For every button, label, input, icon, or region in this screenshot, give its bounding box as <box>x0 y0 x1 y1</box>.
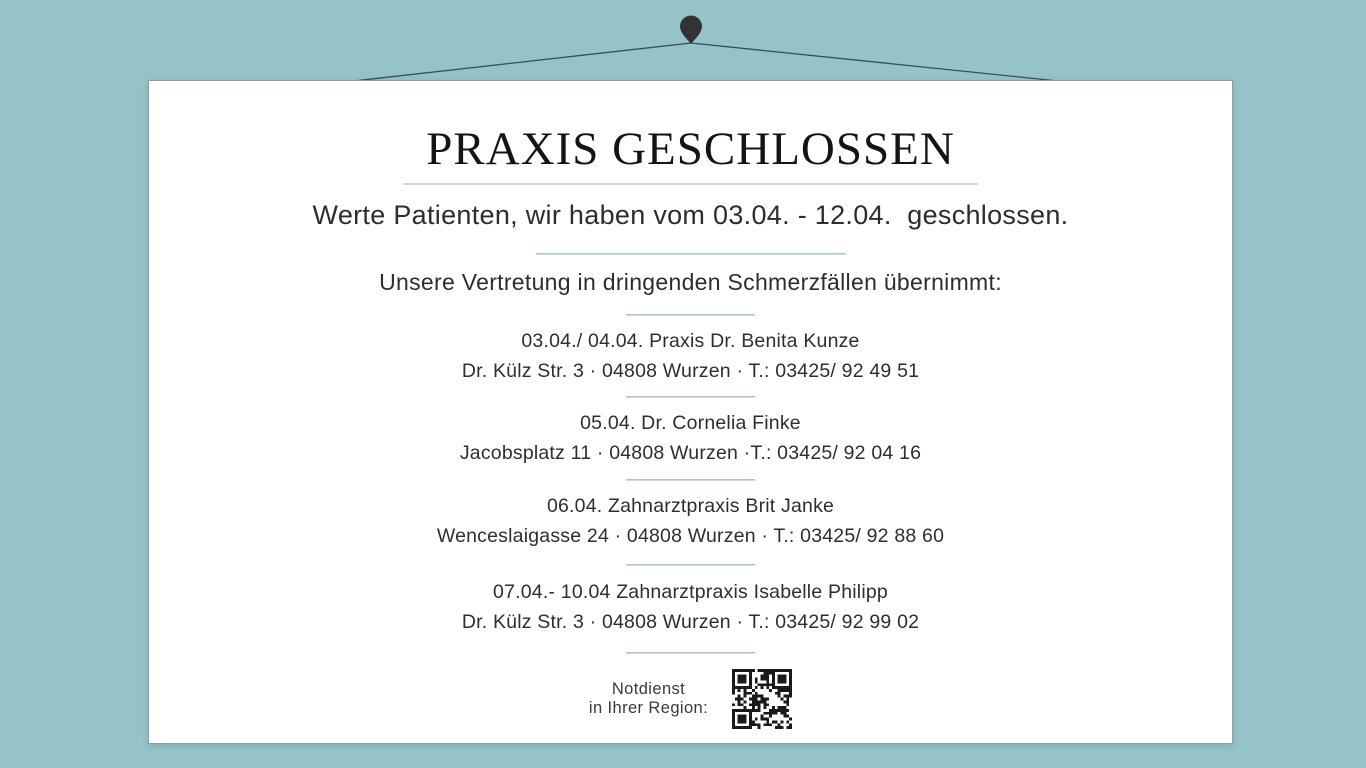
entry-address-line: Dr. Külz Str. 3 · 04808 Wurzen · T.: 03425/ 92 99 02 <box>461 611 920 633</box>
entry-practice-line: 07.04.- 10.04 Zahnarztpraxis Isabelle Philipp <box>493 581 888 603</box>
emergency-service-label-line1: Notdienst <box>611 680 686 698</box>
entry-divider <box>626 314 755 316</box>
entry-address-line: Jacobsplatz 11 · 04808 Wurzen ·T.: 03425/ 92 04 16 <box>459 442 922 464</box>
entry-divider <box>626 396 755 398</box>
emergency-service-row <box>149 669 1232 729</box>
entry-practice-line: 05.04. Dr. Cornelia Finke <box>580 412 801 434</box>
section-divider <box>536 253 846 255</box>
entry-divider <box>626 479 755 481</box>
title-underline <box>403 183 978 185</box>
entry-divider <box>626 564 755 566</box>
entry-address-line: Wenceslaigasse 24 · 04808 Wurzen · T.: 03425/ 92 88 60 <box>436 525 945 547</box>
substitute-entry <box>149 577 1232 637</box>
entry-practice-line: 06.04. Zahnarztpraxis Brit Janke <box>546 495 835 517</box>
pushpin-icon <box>680 16 702 45</box>
entry-practice-line: 03.04./ 04.04. Praxis Dr. Benita Kunze <box>521 330 860 352</box>
substitute-entry <box>149 408 1232 468</box>
hanging-string-left <box>345 43 691 82</box>
hanging-string-right <box>691 43 1068 82</box>
emergency-service-label <box>589 680 708 718</box>
entry-address-line: Dr. Külz Str. 3 · 04808 Wurzen · T.: 03425/ 92 49 51 <box>461 360 920 382</box>
substitutes-heading: Unsere Vertretung in dringenden Schmerzfällen übernimmt: <box>379 269 1002 295</box>
substitute-entry <box>149 326 1232 386</box>
emergency-service-label-line2: in Ihrer Region: <box>588 699 709 717</box>
poster-title: PRAXIS GESCHLOSSEN <box>426 123 955 175</box>
entry-divider <box>626 652 755 654</box>
substitute-entry <box>149 491 1232 551</box>
qr-code <box>732 669 792 729</box>
closure-message: Werte Patienten, wir haben vom 03.04. - 12.04. geschlossen. <box>312 200 1069 230</box>
notice-card <box>148 80 1233 744</box>
